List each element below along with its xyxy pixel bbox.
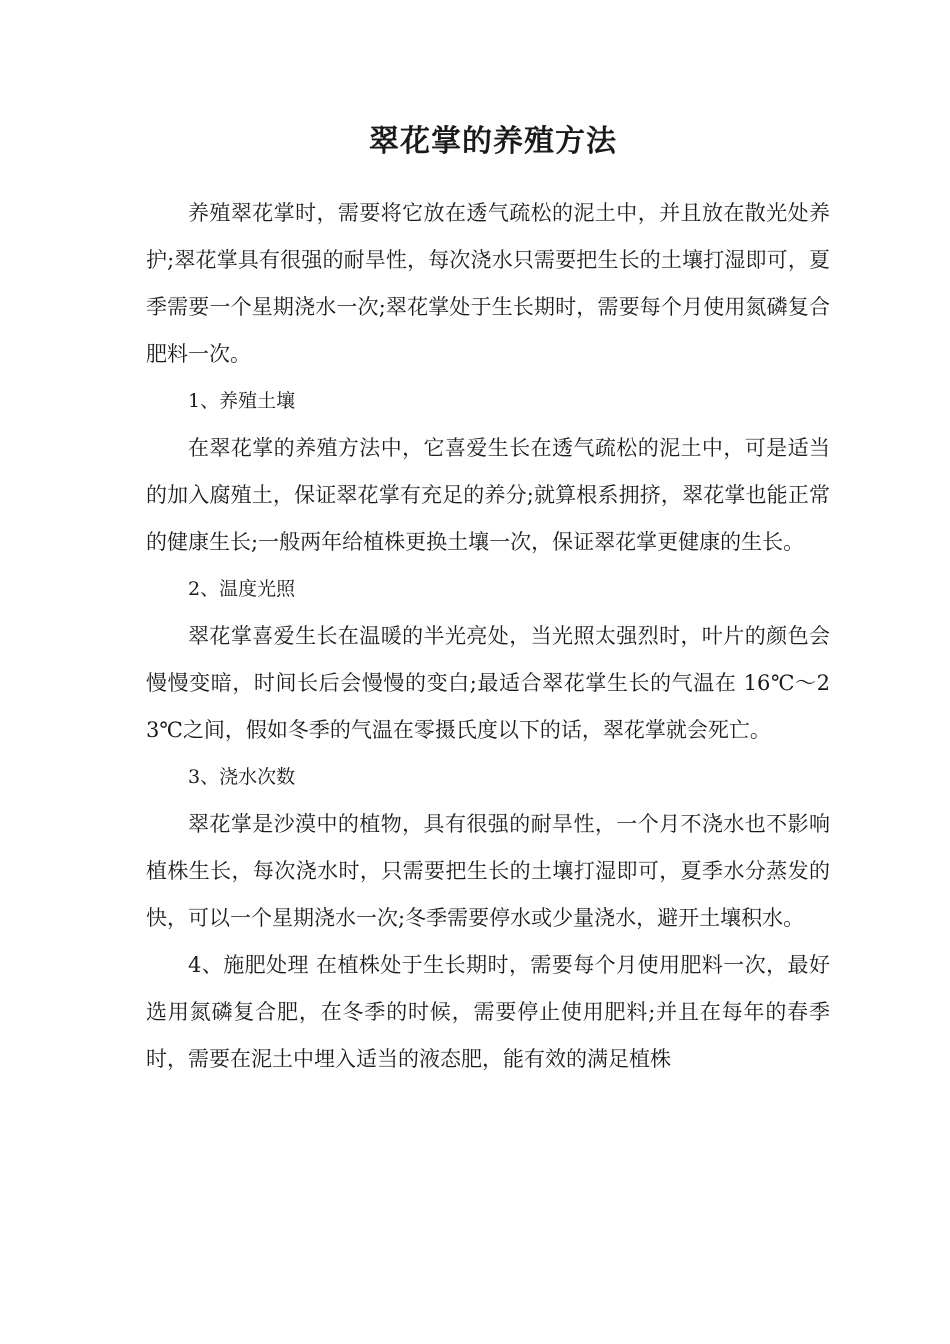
document-title: 翠花掌的养殖方法 bbox=[369, 124, 617, 159]
section-heading-temperature-light: 2、温度光照 bbox=[188, 578, 296, 600]
section-body-temperature-light: 翠花掌喜爱生长在温暖的半光亮处，当光照太强烈时，叶片的颜色会慢慢变暗，时间长后会慢慢的变白;最适合翠花掌生长的气温在 16℃～23℃之间，假如冬季的气温在零摄氏度以下的话，翠花掌就会死亡。 bbox=[146, 624, 830, 742]
section-heading-watering: 3、浇水次数 bbox=[188, 766, 296, 788]
section-fertilizing-paragraph: 4、施肥处理 在植株处于生长期时，需要每个月使用肥料一次，最好选用氮磷复合肥，在冬季的时候，需要停止使用肥料;并且在每年的春季时，需要在泥土中埋入适当的液态肥，能有效的满足植株 bbox=[146, 953, 830, 1071]
section-heading-soil: 1、养殖土壤 bbox=[188, 390, 296, 412]
intro-paragraph: 养殖翠花掌时，需要将它放在透气疏松的泥土中，并且放在散光处养护;翠花掌具有很强的耐旱性，每次浇水只需要把生长的土壤打湿即可，夏季需要一个星期浇水一次;翠花掌处于生长期时，需要每个月使用氮磷复合肥料一次。 bbox=[146, 201, 830, 366]
section-body-soil: 在翠花掌的养殖方法中，它喜爱生长在透气疏松的泥土中，可是适当的加入腐殖土，保证翠花掌有充足的养分;就算根系拥挤，翠花掌也能正常的健康生长;一般两年给植株更换土壤一次，保证翠花掌更健康的生长。 bbox=[146, 436, 830, 554]
section-body-watering: 翠花掌是沙漠中的植物，具有很强的耐旱性，一个月不浇水也不影响植株生长，每次浇水时，只需要把生长的土壤打湿即可，夏季水分蒸发的快，可以一个星期浇水一次;冬季需要停水或少量浇水，避开土壤积水。 bbox=[146, 812, 830, 930]
